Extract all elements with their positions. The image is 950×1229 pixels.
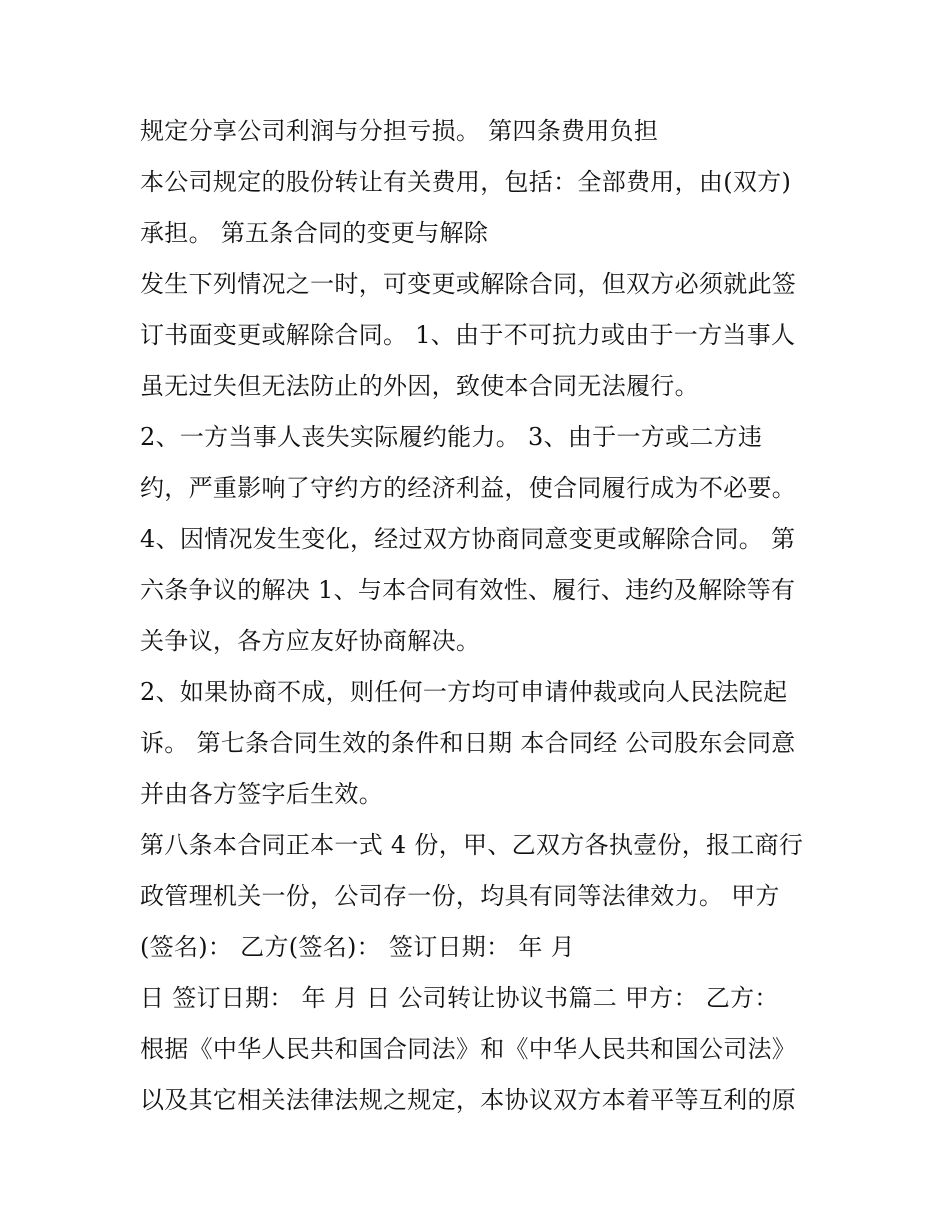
text-line: 关争议，各方应友好协商解决。 [140, 627, 481, 655]
text-line: 虽无过失但无法防止的外因，致使本合同无法履行。 [140, 372, 699, 400]
text-line: 承担。 第五条合同的变更与解除 [140, 219, 489, 247]
text-line: 诉。 第七条合同生效的条件和日期 本合同经 公司股东会同意 [140, 729, 796, 757]
text-line: (签名)： 乙方(签名)： 签订日期： 年 月 [140, 933, 575, 961]
text-line: 第八条本合同正本一式 4 份，甲、乙双方各执壹份，报工商行 [140, 831, 804, 859]
text-line: 政管理机关一份，公司存一份，均具有同等法律效力。 甲方 [140, 882, 780, 910]
text-line: 2、一方当事人丧失实际履约能力。 3、由于一方或二方违 [140, 423, 763, 451]
text-line: 以及其它相关法律法规之规定，本协议双方本着平等互利的原 [140, 1086, 797, 1114]
text-line: 发生下列情况之一时，可变更或解除合同，但双方必须就此签 [140, 270, 797, 298]
text-line: 六条争议的解决 1、与本合同有效性、履行、违约及解除等有 [140, 576, 796, 604]
text-line: 根据《中华人民共和国合同法》和《中华人民共和国公司法》 [140, 1035, 797, 1063]
text-line: 2、如果协商不成，则任何一方均可申请仲裁或向人民法院起 [140, 678, 788, 706]
text-line: 订书面变更或解除合同。 1、由于不可抗力或由于一方当事人 [140, 321, 796, 349]
text-line: 本公司规定的股份转让有关费用，包括：全部费用，由(双方) [140, 168, 792, 196]
text-line: 4、因情况发生变化，经过双方协商同意变更或解除合同。 第 [140, 525, 796, 553]
text-line: 约，严重影响了守约方的经济利益，使合同履行成为不必要。 [140, 474, 797, 502]
text-line: 规定分享公司利润与分担亏损。 第四条费用负担 [140, 117, 659, 145]
text-line: 日 签订日期： 年 月 日 公司转让协议书篇二 甲方： 乙方： [140, 984, 779, 1012]
document-body [140, 106, 830, 1126]
text-line: 并由各方签字后生效。 [140, 780, 383, 808]
